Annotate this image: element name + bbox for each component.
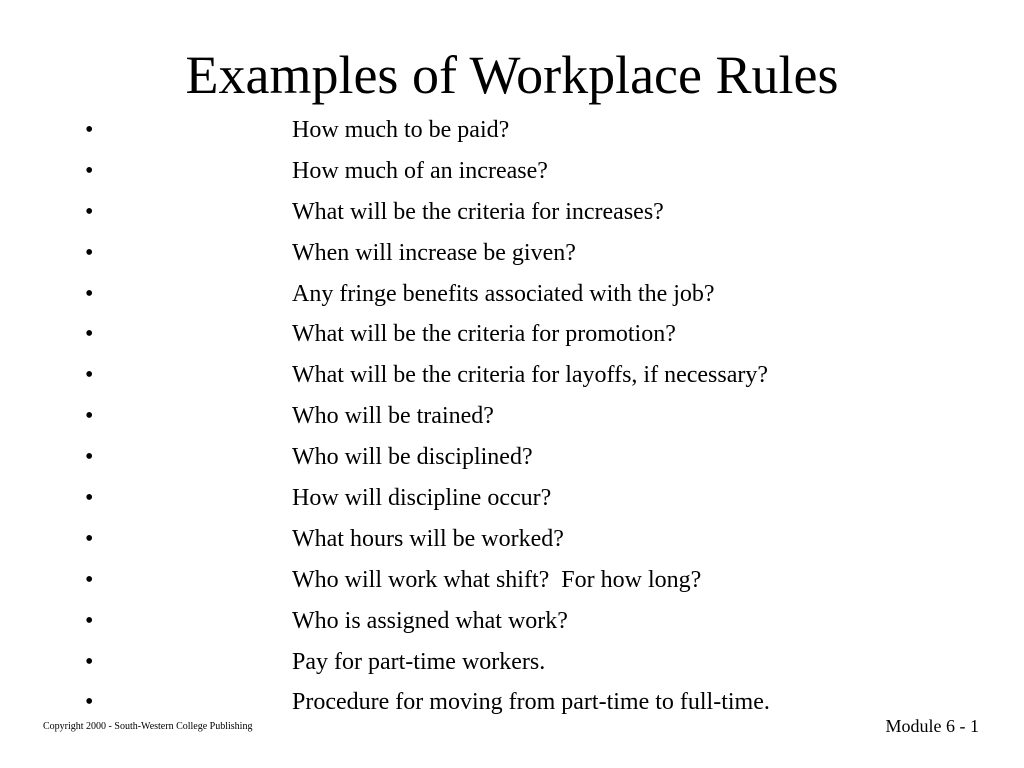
- bullet-text: Who is assigned what work?: [292, 607, 568, 634]
- bullet-icon: •: [85, 444, 94, 471]
- bullet-icon: •: [85, 689, 94, 716]
- bullet-icon: •: [85, 607, 94, 634]
- list-item: [0, 437, 1024, 478]
- bullet-icon: •: [85, 117, 94, 143]
- bullet-text: Who will be disciplined?: [292, 444, 533, 471]
- bullet-list: [0, 110, 1024, 723]
- bullet-icon: •: [85, 198, 94, 225]
- bullet-text: Any fringe benefits associated with the job?: [292, 280, 715, 307]
- bullet-text: What hours will be worked?: [292, 525, 564, 552]
- bullet-icon: •: [85, 566, 94, 593]
- bullet-icon: •: [85, 239, 94, 266]
- list-item: [0, 192, 1024, 233]
- bullet-text: What will be the criteria for promotion?: [292, 321, 676, 348]
- list-item: [0, 560, 1024, 601]
- bullet-text: How will discipline occur?: [292, 485, 552, 512]
- list-item: [0, 519, 1024, 560]
- bullet-icon: •: [85, 280, 94, 307]
- bullet-icon: •: [85, 321, 94, 348]
- bullet-text: When will increase be given?: [292, 239, 576, 266]
- bullet-icon: •: [85, 525, 94, 552]
- bullet-text: Pay for part-time workers.: [292, 648, 546, 675]
- list-item: [0, 601, 1024, 642]
- bullet-text: How much to be paid?: [292, 117, 510, 143]
- bullet-icon: •: [85, 485, 94, 512]
- bullet-text: Procedure for moving from part-time to full-time.: [292, 689, 770, 716]
- bullet-icon: •: [85, 362, 94, 389]
- bullet-text: What will be the criteria for layoffs, if necessary?: [292, 362, 769, 389]
- bullet-text: How much of an increase?: [292, 157, 548, 184]
- bullet-text: Who will be trained?: [292, 403, 494, 430]
- bullet-text: Who will work what shift? For how long?: [292, 566, 702, 593]
- list-item: [0, 274, 1024, 315]
- slide-number: Module 6 - 1: [885, 716, 979, 736]
- bullet-icon: •: [85, 157, 94, 184]
- slide-title: Examples of Workplace Rules: [185, 45, 839, 105]
- list-item: [0, 478, 1024, 519]
- list-item: [0, 233, 1024, 274]
- list-item: [0, 314, 1024, 355]
- list-item: [0, 355, 1024, 396]
- bullet-icon: •: [85, 648, 94, 675]
- list-item: [0, 151, 1024, 192]
- list-item: [0, 682, 1024, 723]
- list-item: [0, 642, 1024, 683]
- bullet-icon: •: [85, 403, 94, 430]
- list-item: [0, 396, 1024, 437]
- bullet-text: What will be the criteria for increases?: [292, 198, 664, 225]
- list-item: [0, 110, 1024, 151]
- copyright-text: Copyright 2000 - South-Western College Publishing: [43, 721, 253, 732]
